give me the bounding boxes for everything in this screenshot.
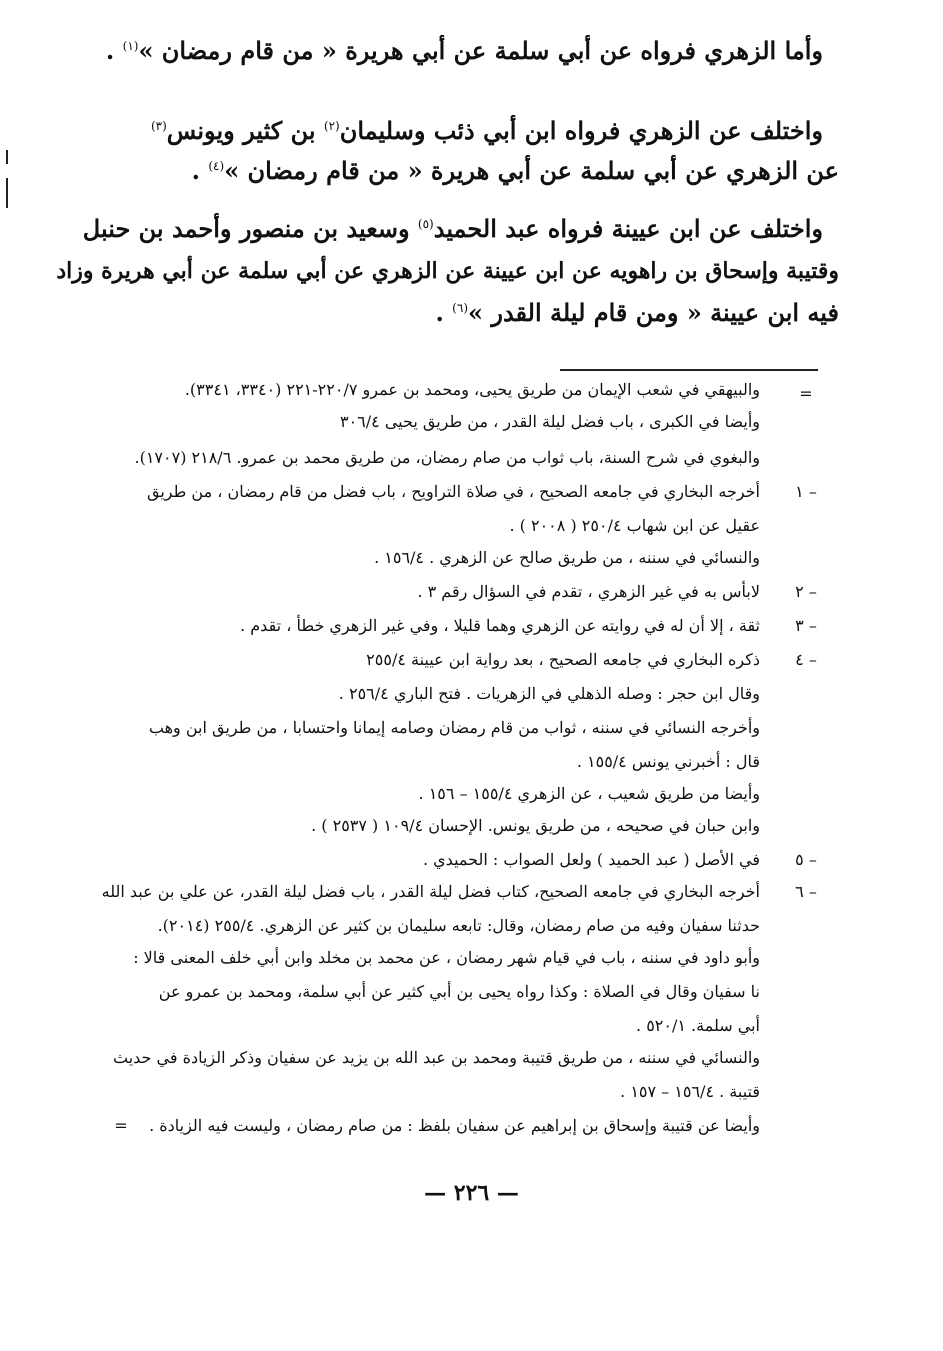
footnote-3-line: ثقة ، إلا أن له في روايته عن الزهري وهما قليلا ، وفي غير الزهري خطأ ، تقدم . xyxy=(240,616,760,635)
footnote-number-4: ٤ – xyxy=(795,650,817,669)
footnote-4-line: وأخرجه النسائي في سننه ، ثواب من قام رمضان وصامه إيمانا واحتسابا ، من طريق ابن وهب xyxy=(148,718,760,737)
page-edge-mark xyxy=(6,150,8,164)
footnote-ref-6[interactable]: (٦) xyxy=(452,301,468,315)
main-paragraph-3-line-1: واختلف عن ابن عيينة فرواه عبد الحميد$^{(٥)}$ وسعيد بن منصور وأحمد بن حنبل xyxy=(82,214,823,243)
footnote-number-2: ٢ – xyxy=(795,582,817,601)
footnote-6-line: والنسائي في سننه ، من طريق قتيبة ومحمد بن عبد الله بن يزيد عن سفيان وذكر الزيادة في حديث xyxy=(112,1048,760,1067)
main-paragraph-1-line-1: وأما الزهري فرواه عن أبي سلمة عن أبي هريرة « من قام رمضان »$^{(١)}$ . xyxy=(105,36,823,65)
footnote-6-line: أبي سلمة. ٥٢٠/١ . xyxy=(636,1016,760,1035)
footnote-continuation-line: والبغوي في شرح السنة، باب ثواب من صام رمضان، من طريق محمد بن عمرو. ٢١٨/٦ (١٧٠٧). xyxy=(134,448,760,467)
footnote-separator xyxy=(560,369,818,371)
footnote-number-1: ١ – xyxy=(795,482,817,501)
footnote-6-line: نا سفيان وقال في الصلاة : وكذا رواه يحيى بن أبي كثير عن أبي سلمة، ومحمد بن عمرو عن xyxy=(158,982,760,1001)
footnote-1-line: والنسائي في سننه ، من طريق صالح عن الزهري . ١٥٦/٤ . xyxy=(374,548,760,567)
page-number: — ٢٢٦ — xyxy=(424,1180,519,1206)
footnote-1-line: أخرجه البخاري في جامعه الصحيح ، في صلاة التراويح ، باب فضل من قام رمضان ، من طريق xyxy=(146,482,760,501)
continuation-marker: = xyxy=(799,384,813,403)
footnote-6-line: وأبو داود في سننه ، باب في قيام شهر رمضان ، عن محمد بن مخلد وابن أبي خلف المعنى قالا : xyxy=(133,948,760,967)
footnote-6-line: قتيبة . ١٥٦/٤ – ١٥٧ . xyxy=(620,1082,760,1101)
footnote-6-line: وأيضا عن قتيبة وإسحاق بن إبراهيم عن سفيان بلفظ : من صام رمضان ، وليست فيه الزيادة . xyxy=(149,1116,760,1135)
footnote-number-6: ٦ – xyxy=(795,882,817,901)
footnote-number-3: ٣ – xyxy=(795,616,817,635)
footnote-continuation-line: والبيهقي في شعب الإيمان من طريق يحيى، ومحمد بن عمرو ٢٢٠/٧-٢٢١ (٣٣٤٠، ٣٣٤١). xyxy=(184,380,760,399)
main-paragraph-3-line-3: فيه ابن عيينة « ومن قام ليلة القدر »$^{(٦)}$ . xyxy=(435,298,839,327)
footnote-1-line: عقيل عن ابن شهاب ٢٥٠/٤ ( ٢٠٠٨ ) . xyxy=(509,516,760,535)
footnote-ref-4[interactable]: (٤) xyxy=(208,159,225,173)
footnote-number-5: ٥ – xyxy=(795,850,817,869)
main-paragraph-2-line-1: واختلف عن الزهري فرواه ابن أبي ذئب وسليمان$^{(٢)}$ بن كثير ويونس$^{(٣)}$ xyxy=(150,116,823,145)
footnote-6-line: أخرجه البخاري في جامعه الصحيح، كتاب فضل ليلة القدر ، باب فضل ليلة القدر، عن علي بن عبد الله xyxy=(101,882,760,901)
footnote-continuation-line: وأيضا في الكبرى ، باب فضل ليلة القدر ، من طريق يحيى ٣٠٦/٤ xyxy=(339,412,760,431)
footnote-4-line: وابن حبان في صحيحه ، من طريق يونس. الإحسان ١٠٩/٤ ( ٢٥٣٧ ) . xyxy=(311,816,760,835)
footnote-ref-3[interactable]: (٣) xyxy=(150,119,167,133)
footnote-5-line: في الأصل ( عبد الحميد ) ولعل الصواب : الحميدي . xyxy=(422,850,760,869)
footnote-4-line: وقال ابن حجر : وصله الذهلي في الزهريات . فتح الباري ٢٥٦/٤ . xyxy=(338,684,760,703)
footnote-6-line: حدثنا سفيان وفيه من صام رمضان، وقال: تابعه سليمان بن كثير عن الزهري. ٢٥٥/٤ (٢٠١٤). xyxy=(157,916,760,935)
continuation-marker: = xyxy=(114,1116,128,1135)
main-paragraph-3-line-2: وقتيبة وإسحاق بن راهويه عن ابن عيينة عن الزهري عن أبي سلمة عن أبي هريرة وزاد xyxy=(56,258,839,284)
footnote-ref-2[interactable]: (٢) xyxy=(323,119,340,133)
footnote-2-line: لابأس به في غير الزهري ، تقدم في السؤال رقم ٣ . xyxy=(417,582,760,601)
main-paragraph-2-line-2: عن الزهري عن أبي سلمة عن أبي هريرة « من قام رمضان »$^{(٤)}$ . xyxy=(191,156,839,185)
footnote-4-line: وأيضا من طريق شعيب ، عن الزهري ١٥٥/٤ – ١٥٦ . xyxy=(418,784,760,803)
page-edge-mark xyxy=(6,178,8,208)
footnote-ref-1[interactable]: (١) xyxy=(122,39,139,53)
footnote-ref-5[interactable]: (٥) xyxy=(417,217,434,231)
footnote-4-line: قال : أخبرني يونس ١٥٥/٤ . xyxy=(576,752,760,771)
footnote-4-line: ذكره البخاري في جامعه الصحيح ، بعد رواية ابن عيينة ٢٥٥/٤ xyxy=(366,650,760,669)
